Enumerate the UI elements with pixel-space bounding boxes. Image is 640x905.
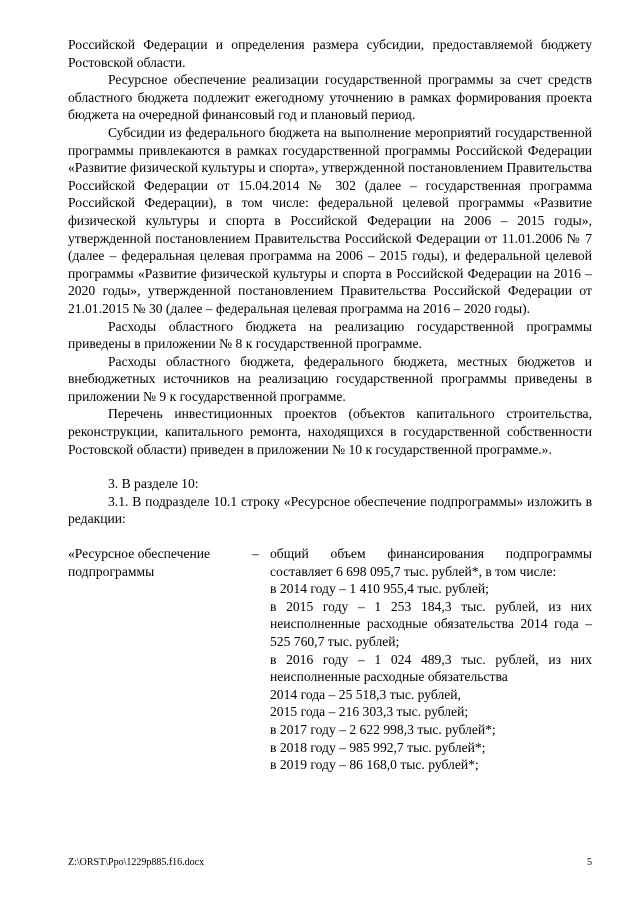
resource-label: «Ресурсное обеспечение подпрограммы: [68, 546, 211, 579]
paragraph-investment-projects: Перечень инвестиционных проектов (объектов капитального строительства, реконструкции, капитального ремонта, находящихся в государственной собственности Ростовской области) приведен в приложении № 10 к государственной программе.».: [68, 406, 592, 457]
page-footer: [68, 857, 592, 868]
document-page: [68, 36, 592, 774]
resource-line: в 2016 году – 1 024 489,3 тыс. рублей, из них неисполненные расходные обязательства: [270, 651, 592, 685]
paragraph-resource-budget: Ресурсное обеспечение реализации государственной программы за счет средств областного бюджета подлежит ежегодному уточнению в рамках формирования проекта бюджета на очередной финансовый год и плановый период.: [68, 72, 592, 123]
resource-line: в 2018 году – 985 992,7 тыс. рублей*;: [270, 739, 486, 755]
resource-table-row: [68, 545, 592, 774]
resource-values: [270, 545, 592, 774]
paragraph-continuation: Российской Федерации и определения размера субсидии, предоставляемой бюджету Ростовской области.: [68, 37, 592, 70]
resource-line: общий объем финансирования подпрограммы составляет 6 698 095,7 тыс. рублей*, в том числе:: [270, 546, 592, 579]
paragraph-subsection-instruction: 3.1. В подразделе 10.1 строку «Ресурсное обеспечение подпрограммы» изложить в редакции:: [68, 493, 592, 527]
paragraph-all-budgets: Расходы областного бюджета, федерального бюджета, местных бюджетов и внебюджетных источников на реализацию государственной программы приведены в приложении № 9 к государственной программе.: [68, 353, 592, 404]
paragraph-federal-subsidies: Субсидии из федерального бюджета на выполнение мероприятий государственной программы привлекаются в рамках государственной программы Российской Федерации «Развитие физической культуры и спорта», утвержденной постановлением Правительства Российской Федерации от 15.04.2014 № 302 (далее – государственная программа Российской Федерации), в том числе: федеральной целевой программы «Развитие физической культуры и спорта в Российской Федерации на 2006 – 2015 годы», утвержденной постановлением Правительства Российской Федерации от 11.01.2006 № 7 (далее – федеральная целевая программа на 2006 – 2015 годы), и федеральной целевой программы «Развитие физической культуры и спорта в Российской Федерации на 2016 – 2020 годы», утвержденной постановлением Правительства Российской Федерации от 21.01.2015 № 30 (далее – федеральная целевая программа на 2016 – 2020 годы).: [68, 124, 592, 316]
paragraph-section-heading: 3. В разделе 10:: [108, 476, 199, 492]
blank-line: [68, 528, 592, 545]
resource-line: в 2019 году – 86 168,0 тыс. рублей*;: [270, 757, 479, 773]
resource-line: 2015 года – 216 303,3 тыс. рублей;: [270, 704, 469, 720]
paragraph-regional-expenses: Расходы областного бюджета на реализацию государственной программы приведены в приложении № 8 к государственной программе.: [68, 318, 592, 352]
page-number: 5: [587, 857, 592, 868]
resource-dash: –: [252, 546, 259, 562]
resource-line: в 2014 году – 1 410 955,4 тыс. рублей;: [270, 581, 489, 597]
resource-line: в 2017 году – 2 622 998,3 тыс. рублей*;: [270, 721, 496, 737]
resource-line: в 2015 году – 1 253 184,3 тыс. рублей, из них неисполненные расходные обязательства 2014 года – 525 760,7 тыс. рублей;: [270, 598, 592, 649]
resource-line: 2014 года – 25 518,3 тыс. рублей,: [270, 686, 461, 702]
footer-file-path: Z:\ORST\Ppo\1229p885.f16.docx: [68, 857, 205, 868]
blank-line: [68, 458, 592, 475]
